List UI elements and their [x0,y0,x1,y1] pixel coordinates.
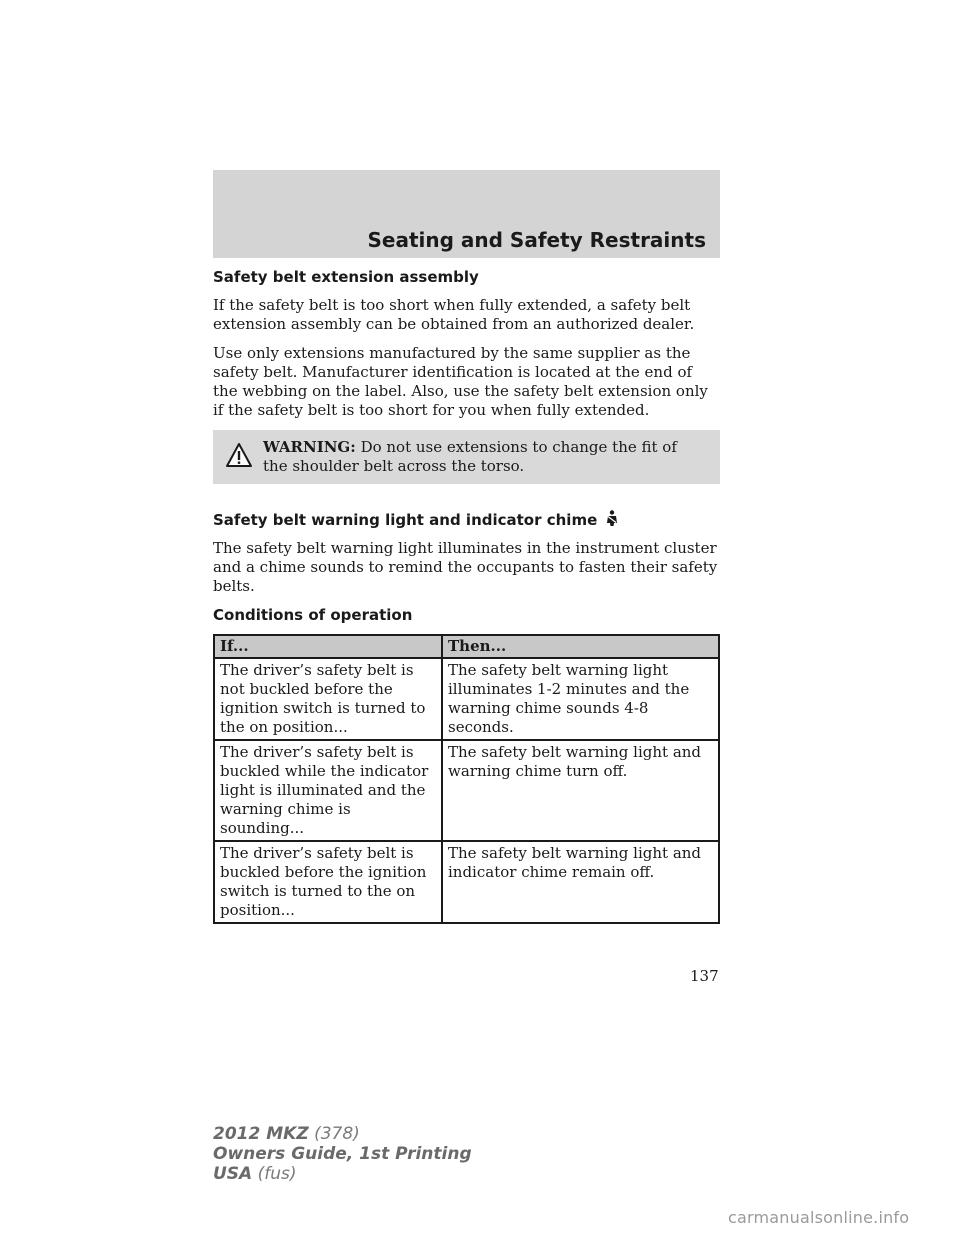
footer-line-2: Owners Guide, 1st Printing [213,1144,472,1164]
footer-market: USA [213,1164,253,1184]
print-footer [213,1124,472,1184]
table-cell-if: The driver’s safety belt is buckled while the indicator light is illuminated and the warning chime is sounding... [214,740,442,841]
conditions-heading: Conditions of operation [213,606,413,624]
table-header-if: If... [214,635,442,658]
table-row [214,658,719,740]
extension-heading: Safety belt extension assembly [213,268,479,286]
section-title: Seating and Safety Restraints [367,228,706,252]
warning-triangle-icon [225,442,253,468]
warning-box [213,430,720,484]
footer-line-3 [213,1164,472,1184]
warning-message: Do not use extensions to change the fit of the shoulder belt across the torso. [263,438,677,475]
warning-text [263,438,706,476]
section-header-band [213,170,720,258]
warning-light-heading-text: Safety belt warning light and indicator chime [213,511,598,529]
footer-market-code: (fus) [257,1164,297,1184]
footer-model: 2012 MKZ [213,1124,309,1144]
watermark: carmanualsonline.info [728,1208,910,1227]
seatbelt-icon [605,510,619,526]
table-row [214,841,719,923]
conditions-table [213,634,720,924]
table-row [214,740,719,841]
warning-light-heading [213,510,720,529]
table-cell-if: The driver’s safety belt is buckled before the ignition switch is turned to the on position... [214,841,442,923]
table-cell-then: The safety belt warning light illuminates 1-2 minutes and the warning chime sounds 4-8 seconds. [442,658,719,740]
extension-paragraph-1: If the safety belt is too short when fully extended, a safety belt extension assembly can be obtained from an authorized dealer. [213,296,695,333]
footer-model-code: (378) [314,1124,360,1144]
table-cell-if: The driver’s safety belt is not buckled before the ignition switch is turned to the on position... [214,658,442,740]
table-cell-then: The safety belt warning light and warning chime turn off. [442,740,719,841]
table-header-row [214,635,719,658]
page-content [213,268,720,924]
warning-light-paragraph: The safety belt warning light illuminates in the instrument cluster and a chime sounds to remind the occupants to fasten their safety belts. [213,539,718,595]
table-cell-then: The safety belt warning light and indicator chime remain off. [442,841,719,923]
footer-line-1 [213,1124,472,1144]
table-header-then: Then... [442,635,719,658]
warning-label: WARNING: [263,438,356,456]
extension-paragraph-2: Use only extensions manufactured by the same supplier as the safety belt. Manufacturer identification is located at the end of the webbing on the label. Also, use the safety belt extension only if the safety belt is too short for you when fully extended. [213,344,708,419]
page-number: 137 [690,967,719,985]
